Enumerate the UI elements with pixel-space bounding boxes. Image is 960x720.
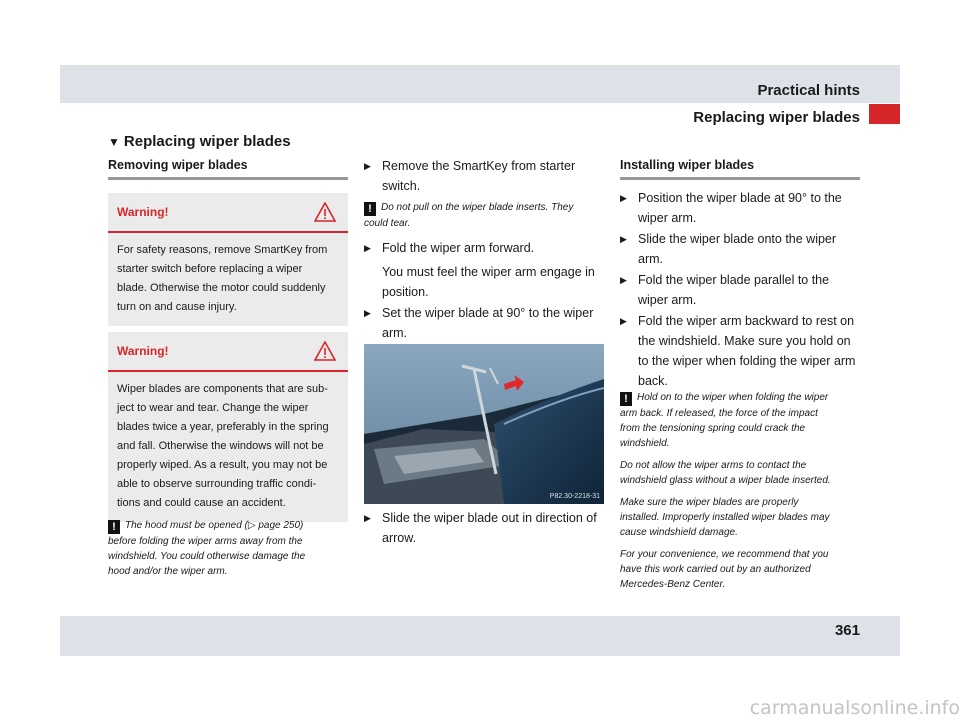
inserts-note: ! Do not pull on the wiper blade inserts. They could tear.	[364, 202, 574, 229]
installing-notes: ! Hold on to the wiper when folding the wiper arm back. If released, the force of the impact from the tensioning spring could crack the windshield. Do not allow the wiper arms to contact the windshield glass without a wiper blade inserted. Make sure the wiper blades are properly installed. Improperly installed wiper blades may cause windshield damage. For your convenience, we recommend that you have this work carried out by an authorized Mercedes-Benz Center.	[620, 392, 831, 590]
triangle-down-icon: ▼	[108, 135, 120, 149]
removing-subhead: Removing wiper blades	[108, 158, 348, 180]
warning-triangle-icon	[314, 341, 336, 361]
step-fold-parallel: ▶ Fold the wiper blade parallel to the wiper arm.	[620, 270, 860, 310]
chapter-tab-marker	[869, 104, 900, 124]
exclamation-icon: !	[364, 202, 376, 216]
step-arrow-icon: ▶	[620, 193, 627, 203]
step-arrow-icon: ▶	[620, 316, 627, 326]
watermark: carmanualsonline.info	[749, 697, 960, 719]
step-fold-backward: ▶ Fold the wiper arm backward to rest on the windshield. Make sure you hold on to the wiper when folding the wiper arm back.	[620, 311, 860, 391]
step-arrow-icon: ▶	[620, 234, 627, 244]
step-slide-on: ▶ Slide the wiper blade onto the wiper arm.	[620, 229, 860, 269]
wiper-photo	[364, 344, 604, 504]
step-arrow-icon: ▶	[364, 243, 371, 253]
exclamation-icon: !	[108, 520, 120, 534]
section-title-text: Replacing wiper blades	[123, 133, 291, 150]
hood-note: ! The hood must be opened (▷ page 250) before folding the wiper arms away from the windshield. You could otherwise damage the hood and/or the wiper arm.	[108, 520, 306, 577]
warning-title: Warning!	[117, 344, 169, 358]
step-arrow-icon: ▶	[364, 308, 371, 318]
step-arrow-icon: ▶	[364, 513, 371, 523]
warning-triangle-icon	[314, 202, 336, 222]
warning-title: Warning!	[117, 205, 169, 219]
section-title	[108, 133, 291, 150]
step-set-blade: ▶ Set the wiper blade at 90° to the wiper arm.	[364, 303, 604, 343]
step-remove-smartkey: ▶ Remove the SmartKey from starter switch.	[364, 156, 604, 196]
warning-text: For safety reasons, remove SmartKey from starter switch before replacing a wiper blade. Otherwise the motor could suddenly turn on and cause injury.	[117, 244, 328, 313]
step-arrow-icon: ▶	[620, 275, 627, 285]
warning-box-2	[108, 332, 348, 522]
page-number: 361	[834, 622, 860, 639]
step-position-blade: ▶ Position the wiper blade at 90° to the wiper arm.	[620, 188, 860, 228]
step-arrow-icon: ▶	[364, 161, 371, 171]
footer-band	[60, 616, 900, 656]
section-header: Replacing wiper blades	[693, 109, 860, 126]
photo-reference: P82.30-2218-31	[549, 493, 600, 500]
installing-subhead: Installing wiper blades	[620, 158, 860, 180]
warning-text: Wiper blades are components that are sub- ject to wear and tear. Change the wiper blades twice a year, preferably in the spring and fall. Otherwise the windows will not be properly wiped. As a result, you may not be able to observe surrounding traffic condi- tions and could cause an accident.	[117, 383, 329, 509]
chapter-title: Practical hints	[757, 82, 860, 99]
exclamation-icon: !	[620, 392, 632, 406]
step-slide-out: ▶ Slide the wiper blade out in direction of arrow.	[364, 508, 604, 548]
warning-box-1	[108, 193, 348, 326]
step-fold-arm: ▶ Fold the wiper arm forward. You must feel the wiper arm engage in position.	[364, 238, 604, 302]
